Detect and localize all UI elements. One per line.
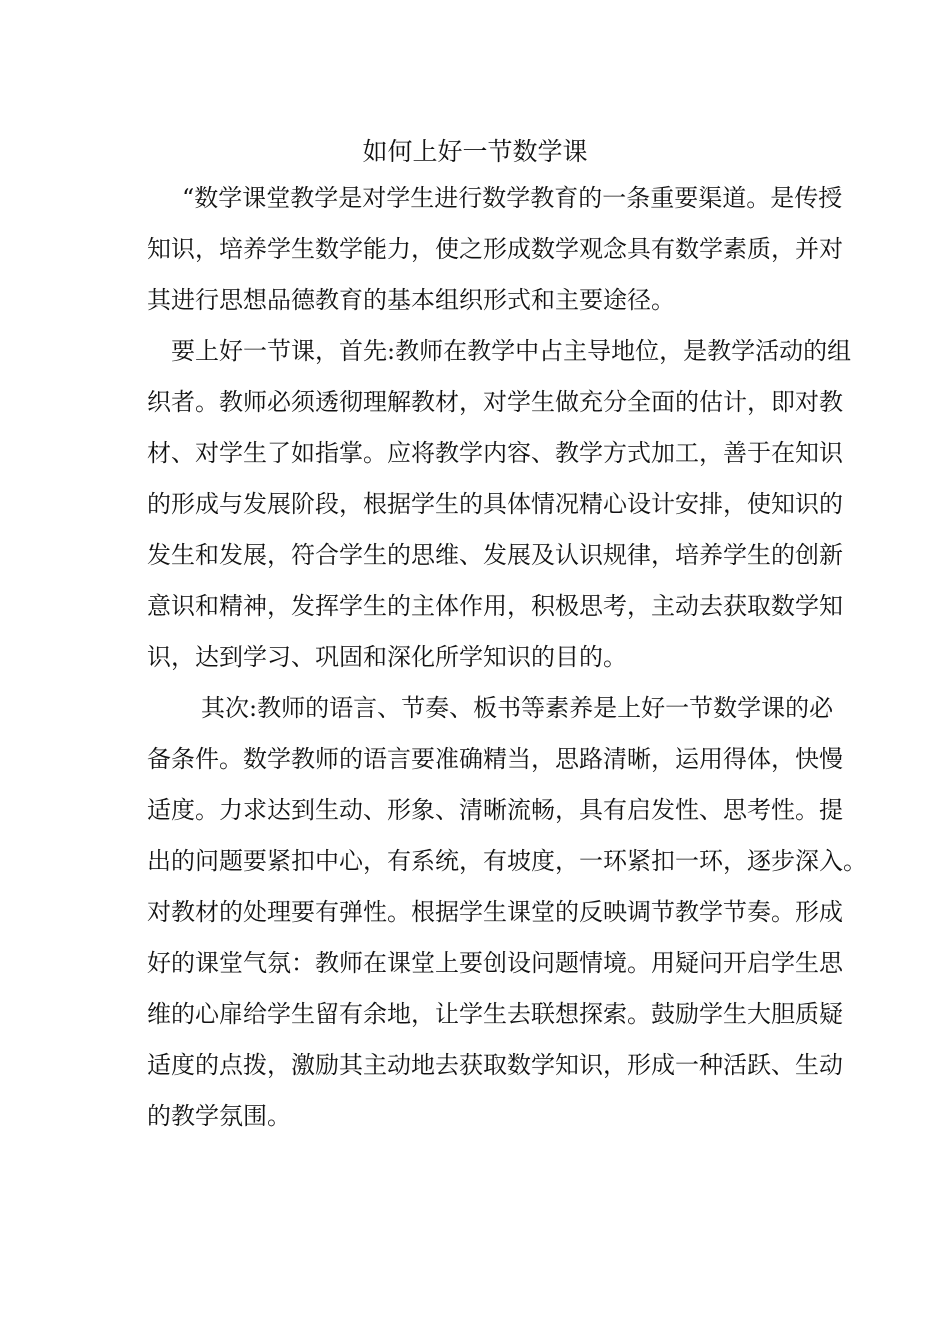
text-line: 适度。力求达到生动、形象、清晰流畅，具有启发性、思考性。提 xyxy=(147,796,843,824)
text-line: 意识和精神，发挥学生的主体作用，积极思考，主动去获取数学知 xyxy=(147,592,843,620)
text-line: 好的课堂气氛：教师在课堂上要创设问题情境。用疑问开启学生思 xyxy=(147,949,843,977)
text-line: 对教材的处理要有弹性。根据学生课堂的反映调节教学节奏。形成 xyxy=(147,898,843,926)
text-line: 的形成与发展阶段，根据学生的具体情况精心设计安排，使知识的 xyxy=(147,490,843,518)
text-line: “数学课堂教学是对学生进行数学教育的一条重要渠道。是传授 xyxy=(182,184,843,212)
text-line: 其次:教师的语言、节奏、板书等素养是上好一节数学课的必 xyxy=(201,694,834,722)
text-line: 要上好一节课，首先:教师在教学中占主导地位，是教学活动的组 xyxy=(171,337,852,365)
text-line: 适度的点拨，激励其主动地去获取数学知识，形成一种活跃、生动 xyxy=(147,1051,843,1079)
text-line: 备条件。数学教师的语言要准确精当，思路清晰，运用得体，快慢 xyxy=(147,745,843,773)
text-line: 其进行思想品德教育的基本组织形式和主要途径。 xyxy=(147,286,675,314)
text-line: 维的心扉给学生留有余地，让学生去联想探索。鼓励学生大胆质疑 xyxy=(147,1000,843,1028)
text-line: 材、对学生了如指掌。应将教学内容、教学方式加工，善于在知识 xyxy=(147,439,843,467)
document-title: 如何上好一节数学课 xyxy=(362,137,588,166)
text-line: 的教学氛围。 xyxy=(147,1102,291,1130)
text-line: 识，达到学习、巩固和深化所学知识的目的。 xyxy=(147,643,627,671)
text-line: 发生和发展，符合学生的思维、发展及认识规律，培养学生的创新 xyxy=(147,541,843,569)
text-line: 织者。教师必须透彻理解教材，对学生做充分全面的估计，即对教 xyxy=(147,388,843,416)
text-line: 出的问题要紧扣中心，有系统，有坡度，一环紧扣一环，逐步深入。 xyxy=(147,847,867,875)
text-line: 知识，培养学生数学能力，使之形成数学观念具有数学素质，并对 xyxy=(147,235,843,263)
